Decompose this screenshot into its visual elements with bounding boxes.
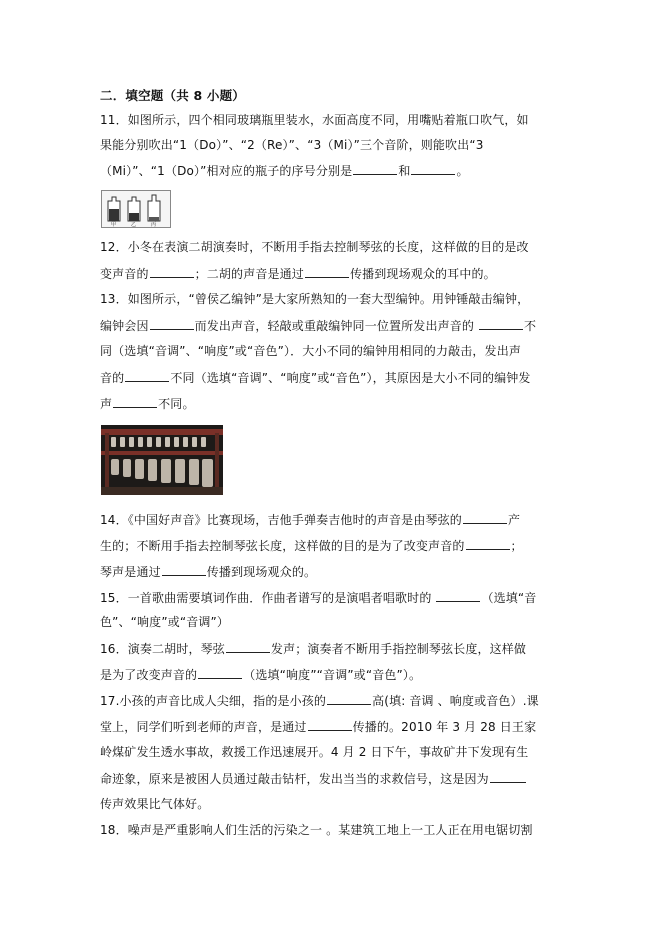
answer-blank[interactable]	[353, 163, 397, 175]
answer-blank[interactable]	[327, 693, 371, 705]
bottles-figure	[101, 190, 171, 228]
q12-text: ；二胡的声音是通过	[194, 267, 304, 281]
q13-text: 而发出声音，轻敲或重敲编钟同一位置所发出声音的	[194, 319, 475, 333]
q12-text: 传播到现场观众的耳中的。	[349, 267, 496, 281]
bottle-label: 丙	[151, 222, 157, 227]
q17-line5: 传声效果比气体好。	[100, 797, 210, 811]
q14-line2	[100, 538, 570, 553]
q11-line3	[100, 163, 570, 178]
q16-text: （选填“响度”“音调”或“音色”）。	[243, 668, 422, 682]
q17-text: 命迹象，原来是被困人员通过敲击钻杆，发出当当的求救信号，这是因为	[100, 772, 489, 786]
answer-blank[interactable]	[226, 641, 270, 653]
answer-blank[interactable]	[198, 667, 242, 679]
q11-line1: 11．如图所示，四个相同玻璃瓶里装水，水面高度不同，用嘴贴着瓶口吹气，如	[100, 113, 529, 127]
q14-text: ；	[510, 539, 523, 553]
q13-text: 不同。	[158, 397, 195, 411]
q16-line2	[100, 667, 570, 682]
q12-line2	[100, 266, 570, 281]
q15-text: 15．一首歌曲需要填词作曲．作曲者谱写的是演唱者唱歌时的	[100, 591, 432, 605]
q15-text: （选填“音	[481, 591, 537, 605]
answer-blank[interactable]	[463, 512, 507, 524]
q17-line3: 岭煤矿发生透水事故，救援工作迅速展开。4 月 2 日下午，事故矿井下发现有生	[100, 745, 529, 759]
q13-text: 声	[100, 397, 113, 411]
answer-blank[interactable]	[162, 564, 206, 576]
q17-line2	[100, 719, 570, 734]
answer-blank[interactable]	[113, 396, 157, 408]
q17-text: 传播的。2010 年 3 月 28 日王家	[352, 720, 537, 734]
answer-blank[interactable]	[125, 370, 169, 382]
q14-line3	[100, 564, 570, 579]
answer-blank[interactable]	[305, 266, 349, 278]
q17-line1	[100, 693, 570, 708]
section-heading: 二．填空题（共 8 小题）	[100, 88, 246, 103]
q16-text: 发声；演奏者不断用手指控制琴弦长度，这样做	[270, 642, 527, 656]
q14-text: 传播到现场观众的。	[206, 565, 317, 579]
q13-line1: 13．如图所示，“曾侯乙编钟”是大家所熟知的一套大型编钟。用钟锤敲击编钟，	[100, 292, 530, 306]
q13-text: 不	[524, 319, 537, 333]
bottle-label: 乙	[131, 222, 137, 227]
q14-text: 生的；不断用手指去控制琴弦长度，这样做的目的是为了改变声音的	[100, 539, 465, 553]
q18-line1: 18．噪声是严重影响人们生活的污染之一 。某建筑工地上一工人正在用电锯切割	[100, 823, 533, 837]
q13-text: 音的	[100, 371, 125, 385]
q12-line1: 12．小冬在表演二胡演奏时，不断用手指去控制琴弦的长度，这样做的目的是改	[100, 240, 529, 254]
answer-blank[interactable]	[466, 538, 510, 550]
answer-blank[interactable]	[436, 590, 480, 602]
q13-text: 不同（选填“音调”、“响度”或“音色”），其原因是大小不同的编钟发	[170, 371, 531, 385]
q14-text: 14．《中国好声音》比赛现场，吉他手弹奏吉他时的声音是由琴弦的	[100, 513, 462, 527]
q13-line5	[100, 396, 570, 411]
q13-line4	[100, 370, 570, 385]
q15-line1	[100, 590, 570, 605]
q17-line4	[100, 771, 570, 786]
q17-text: 堂上，同学们听到老师的声音，是通过	[100, 720, 307, 734]
q16-line1	[100, 641, 570, 656]
q13-line3: 同（选填“音调”、“响度”或“音色”）．大小不同的编钟用相同的力敲击，发出声	[100, 344, 522, 358]
q17-text: 高(填: 音调 、响度或音色）.课	[372, 694, 539, 708]
bianzhong-bells-photo	[101, 425, 223, 495]
q11-text: 和	[398, 164, 411, 178]
q16-text: 16．演奏二胡时，琴弦	[100, 642, 225, 656]
q14-text: 琴声是通过	[100, 565, 161, 579]
q12-text: 变声音的	[100, 267, 149, 281]
q13-line2	[100, 318, 570, 333]
answer-blank[interactable]	[150, 318, 194, 330]
answer-blank[interactable]	[479, 318, 523, 330]
q15-line2: 色”、“响度”或“音调”）	[100, 615, 230, 629]
answer-blank[interactable]	[150, 266, 194, 278]
bottle-label: 甲	[111, 222, 117, 227]
q14-text: 产	[507, 513, 521, 527]
q11-text: （Mi）”、“1（Do）”相对应的瓶子的序号分别是	[100, 164, 353, 178]
q11-line2: 果能分别吹出“1（Do）”、“2（Re）”、“3（Mi）”三个音阶，则能吹出“3	[100, 138, 484, 152]
answer-blank[interactable]	[490, 771, 526, 783]
q11-text: 。	[456, 164, 469, 178]
answer-blank[interactable]	[411, 163, 455, 175]
q17-text: 17.小孩的声音比成人尖细，指的是小孩的	[100, 694, 327, 708]
answer-blank[interactable]	[308, 719, 352, 731]
q14-line1	[100, 512, 570, 527]
q16-text: 是为了改变声音的	[100, 668, 198, 682]
q13-text: 编钟会因	[100, 319, 149, 333]
